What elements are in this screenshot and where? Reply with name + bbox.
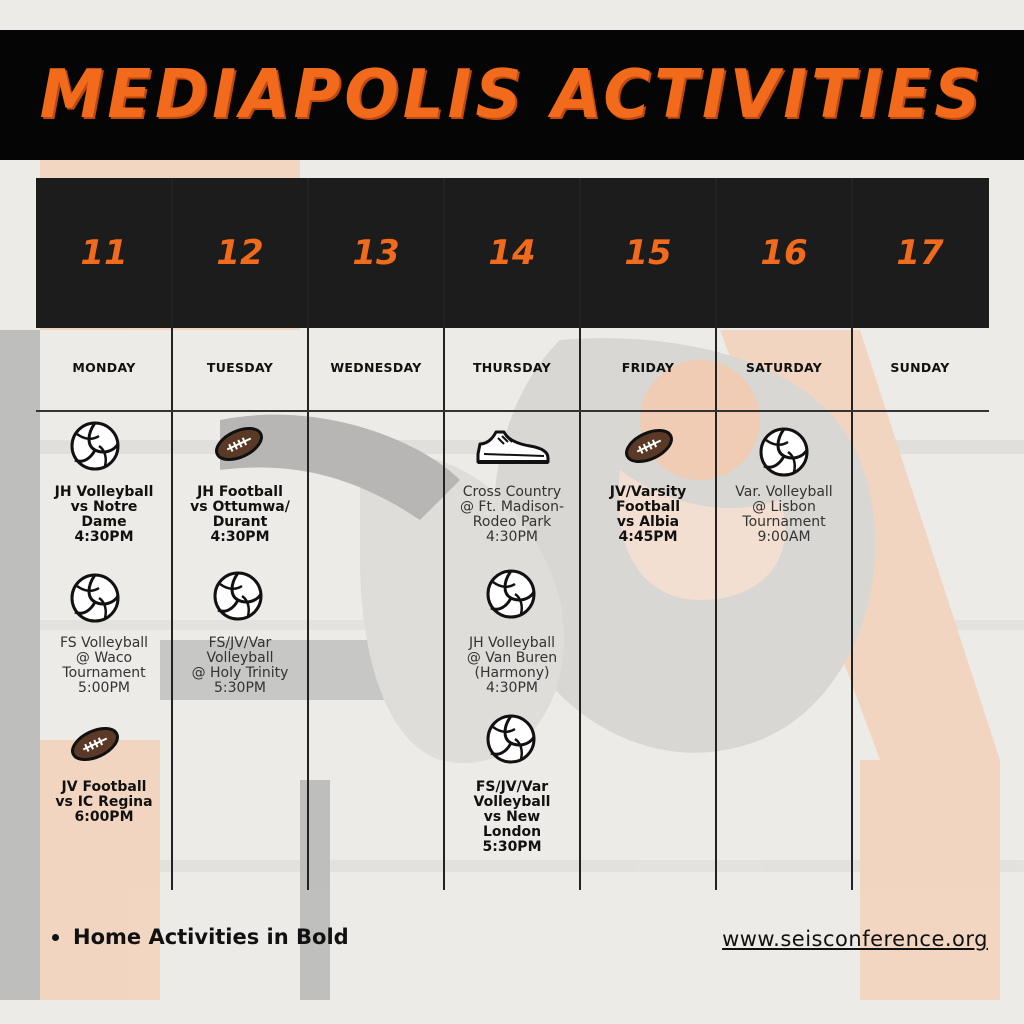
event-tue1: JH Football vs Ottumwa/ Durant 4:30PM bbox=[190, 484, 290, 545]
football-icon bbox=[212, 422, 266, 466]
volleyball-icon bbox=[69, 572, 121, 624]
day-name: FRIDAY bbox=[621, 360, 675, 375]
volleyball-icon bbox=[69, 420, 121, 472]
date-number: 12 bbox=[216, 233, 264, 273]
event-thu2: JH Volleyball @ Van Buren (Harmony) 4:30PM bbox=[466, 635, 558, 696]
home-legend-text: Home Activities in Bold bbox=[73, 925, 349, 949]
volleyball-icon bbox=[485, 568, 537, 620]
football-icon bbox=[622, 424, 676, 468]
event-mon1: JH Volleyball vs Notre Dame 4:30PM bbox=[54, 484, 154, 545]
date-number: 11 bbox=[80, 233, 128, 273]
home-legend bbox=[52, 925, 349, 949]
page-title: MEDIAPOLIS ACTIVITIES bbox=[39, 56, 985, 134]
day-name: THURSDAY bbox=[472, 360, 552, 375]
day-name: WEDNESDAY bbox=[330, 360, 422, 375]
event-sat1: Var. Volleyball @ Lisbon Tournament 9:00AM bbox=[735, 484, 833, 545]
date-number: 17 bbox=[896, 233, 944, 273]
website-link[interactable]: www.seisconference.org bbox=[722, 927, 988, 951]
date-number: 14 bbox=[488, 233, 536, 273]
event-mon2: FS Volleyball @ Waco Tournament 5:00PM bbox=[59, 635, 149, 696]
day-name: TUESDAY bbox=[206, 360, 274, 375]
football-icon bbox=[68, 722, 122, 766]
event-tue2: FS/JV/Var Volleyball @ Holy Trinity 5:30PM bbox=[191, 635, 289, 696]
date-number: 16 bbox=[760, 233, 808, 273]
event-thu1: Cross Country @ Ft. Madison- Rodeo Park 4:30PM bbox=[459, 484, 565, 545]
date-number: 15 bbox=[624, 233, 672, 273]
event-mon3: JV Football vs IC Regina 6:00PM bbox=[55, 779, 153, 825]
day-name: SUNDAY bbox=[890, 360, 950, 375]
date-number: 13 bbox=[352, 233, 400, 273]
event-fri1: JV/Varsity Football vs Albia 4:45PM bbox=[609, 484, 687, 545]
header-divider bbox=[36, 410, 989, 412]
volleyball-icon bbox=[758, 426, 810, 478]
day-name: MONDAY bbox=[72, 360, 136, 375]
bullet-icon bbox=[52, 934, 59, 941]
event-thu3: FS/JV/Var Volleyball vs New London 5:30PM bbox=[473, 779, 551, 855]
running-shoe-icon bbox=[474, 424, 552, 470]
volleyball-icon bbox=[212, 570, 264, 622]
volleyball-icon bbox=[485, 713, 537, 765]
day-name: SATURDAY bbox=[745, 360, 823, 375]
header-bar bbox=[0, 30, 1024, 160]
